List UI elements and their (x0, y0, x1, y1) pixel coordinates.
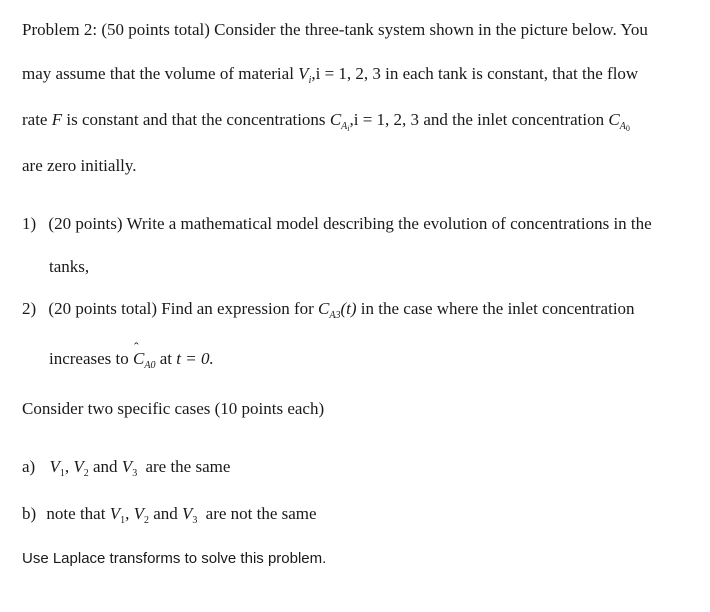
math-sub2: 0 (625, 124, 630, 133)
item-text: at (159, 349, 173, 368)
math-V3: V (182, 504, 193, 523)
item-text: increases to (49, 349, 129, 368)
math-sub: 3 (132, 468, 138, 479)
problem-line-4 (22, 155, 137, 177)
item-text: (20 points total) Find an expression for (48, 299, 314, 318)
case-text: are the same (145, 457, 231, 476)
math-V1: V (109, 504, 121, 523)
math-index-range: ,i = 1, 2, 3 (311, 64, 381, 83)
case-label: b) (22, 504, 37, 523)
math-C: C (329, 110, 342, 129)
math-V2: V (133, 504, 144, 523)
math-sub: A (341, 121, 348, 132)
item-2-line-2 (49, 348, 214, 373)
text-span: may assume that the volume of material (22, 64, 294, 83)
math-F: F (51, 110, 63, 129)
cases-heading (22, 398, 324, 420)
math-sub: A (619, 121, 626, 132)
math-sub: i (308, 75, 312, 86)
text-span: rate (22, 110, 48, 129)
math-sub: A3 (329, 310, 341, 321)
item-text: tanks, (49, 257, 90, 276)
math-index-range: ,i = 1, 2, 3 (349, 110, 420, 129)
problem-intro-text: Problem 2: (50 points total) Consider the three-tank system shown in the picture below. You (22, 20, 648, 39)
item-text: in the case where the inlet concentration (360, 299, 635, 318)
math-sub: 2 (83, 468, 89, 479)
text-span: in each tank is constant, that the flow (385, 64, 639, 83)
math-t-eq: t = 0. (176, 349, 214, 368)
item-number: 2) (22, 299, 37, 318)
problem-line-3 (22, 109, 630, 134)
item-1-line-2 (49, 256, 89, 278)
cases-heading-text: Consider two specific cases (10 points each) (22, 399, 325, 418)
item-number: 1) (22, 214, 37, 233)
math-C: C (318, 299, 330, 318)
case-b: b) note that $V_1$, $V_2$ and $V_3$ are not the same (22, 504, 317, 526)
case-label: a) (22, 457, 36, 476)
text-span: are zero initially. (22, 156, 137, 175)
case-text: and (153, 504, 178, 523)
math-sub2: i (347, 124, 350, 133)
math-V2: V (73, 457, 84, 476)
case-text: and (93, 457, 118, 476)
case-text: are not the same (205, 504, 317, 523)
footer-text: Use Laplace transforms to solve this problem. (22, 550, 327, 567)
case-text: note that (46, 504, 106, 523)
math-t: (t) (340, 299, 357, 318)
math-C-inlet: C (608, 110, 620, 129)
text-span: and the inlet concentration (423, 110, 605, 129)
item-2-line-1 (22, 298, 635, 323)
math-sub: 1 (120, 515, 126, 526)
math-sub: 3 (192, 515, 198, 526)
math-V1: V (49, 457, 60, 476)
problem-line-2 (22, 63, 638, 88)
math-C-hat: ˆ C (133, 348, 144, 370)
math-sub: 2 (143, 515, 149, 526)
problem-line-1 (22, 19, 648, 41)
item-1-line-1 (22, 213, 652, 235)
footer-note (22, 548, 326, 570)
math-sub: 1 (59, 468, 65, 479)
math-sub: A0 (144, 360, 156, 371)
math-V: V (298, 64, 309, 83)
math-V3: V (121, 457, 133, 476)
case-a: a) $V_1$, $V_2$ and $V_3$ are the same (22, 457, 231, 479)
item-text: (20 points) Write a mathematical model describing the evolution of concentrations in the (48, 214, 652, 233)
text-span: is constant and that the concentrations (66, 110, 326, 129)
